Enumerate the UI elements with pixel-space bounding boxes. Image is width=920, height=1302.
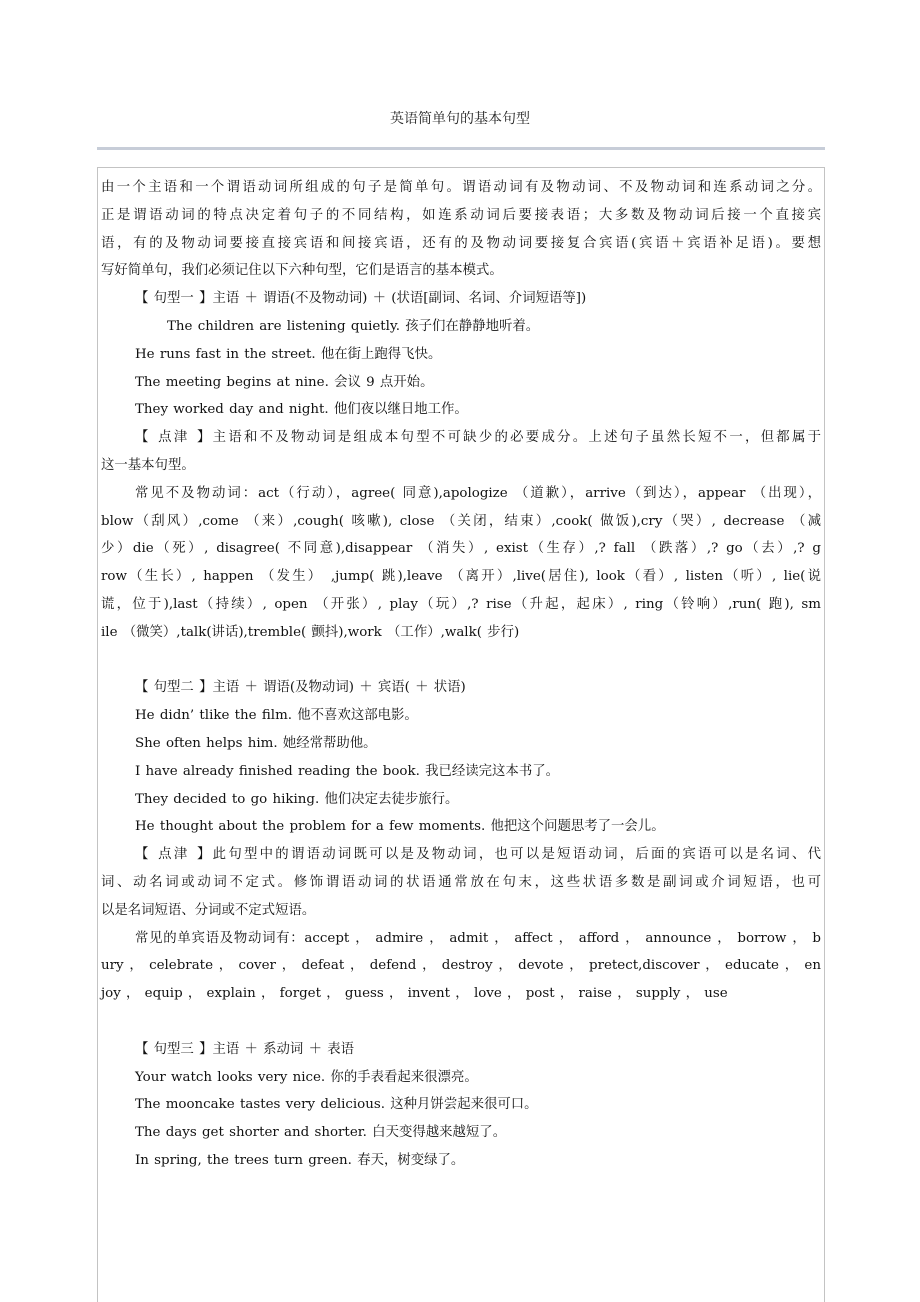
pattern1-note: 【 点津 】主语和不及物动词是组成本句型不可缺少的必要成分。上述句子虽然长短不一，但都属于: [135, 430, 821, 446]
pattern2-common-verbs: 常见的单宾语及物动词有：accept ， admire ， admit ， affect ， afford ， announce ， borrow ， b: [135, 930, 821, 946]
pattern2-note: 【 点津 】此句型中的谓语动词既可以是及物动词，也可以是短语动词，后面的宾语可以是名词、代: [135, 847, 821, 863]
pattern1-common-verbs: ile （微笑）,talk(讲话),tremble( 颤抖),work （工作）,walk( 步行): [101, 624, 520, 640]
pattern1-example: The meeting begins at nine. 会议 9 点开始。: [135, 374, 434, 390]
pattern2-common-verbs: ury ， celebrate ， cover ， defeat ， defend ， destroy ， devote ， pretect,discover ， educate ， en: [101, 958, 821, 974]
intro-line: 正是谓语动词的特点决定着句子的不同结构，如连系动词后要接表语；大多数及物动词后接一个直接宾: [101, 207, 821, 223]
content-box: [97, 167, 825, 1302]
spacer: [101, 1008, 821, 1036]
page-title: 英语简单句的基本句型: [390, 111, 530, 127]
pattern3-example: Your watch looks very nice. 你的手表看起来很漂亮。: [135, 1069, 478, 1085]
pattern2-example: He thought about the problem for a few moments. 他把这个问题思考了一会儿。: [135, 819, 665, 835]
pattern2-example: He didn’ tlike the film. 他不喜欢这部电影。: [135, 708, 418, 724]
pattern3-example: The days get shorter and shorter. 白天变得越来越短了。: [135, 1125, 507, 1141]
pattern1-heading: 【 句型一 】主语 ＋ 谓语(不及物动词) ＋ (状语[副词、名词、介词短语等]): [135, 291, 587, 307]
pattern1-common-verbs: 常见不及物动词：act（行动），agree( 同意),apologize （道歉），arrive（到达），appear （出现），: [135, 485, 821, 501]
pattern1-example: The children are listening quietly. 孩子们在静静地听着。: [167, 318, 540, 334]
intro-line: 写好简单句，我们必须记住以下六种句型，它们是语言的基本模式。: [101, 263, 503, 279]
pattern1-common-verbs: row（生长）, happen （发生） ,jump( 跳),leave （离开）,live(居住), look（看）, listen（听）, lie(说: [101, 569, 821, 585]
pattern2-heading: 【 句型二 】主语 ＋ 谓语(及物动词) ＋ 宾语( ＋ 状语): [135, 680, 466, 696]
pattern2-note: 词、动名词或动词不定式。修饰谓语动词的状语通常放在句末，这些状语多数是副词或介词短语，也可: [101, 874, 821, 890]
intro-line: 由一个主语和一个谓语动词所组成的句子是简单句。谓语动词有及物动词、不及物动词和连系动词之分。: [101, 180, 821, 195]
pattern2-note: 以是名词短语、分词或不定式短语。: [101, 902, 316, 918]
pattern1-example: They worked day and night. 他们夜以继日地工作。: [135, 402, 468, 418]
pattern3-heading: 【 句型三 】主语 ＋ 系动词 ＋ 表语: [135, 1041, 355, 1057]
title-divider: [97, 147, 825, 150]
pattern1-common-verbs: 少）die（死）, disagree( 不同意),disappear （消失）, exist（生存）,? fall （跌落）,? go（去）,? g: [101, 541, 821, 557]
pattern2-example: I have already finished reading the book. 我已经读完这本书了。: [135, 763, 559, 779]
content-body: [98, 168, 824, 1175]
spacer: [101, 647, 821, 675]
pattern1-common-verbs: 谎，位于),last（持续）, open （开张）, play（玩）,? rise（升起，起床）, ring（铃响）,run( 跑), sm: [101, 596, 821, 612]
pattern3-example: In spring, the trees turn green. 春天，树变绿了。: [135, 1152, 465, 1168]
pattern1-common-verbs: blow（刮风）,come （来）,cough( 咳嗽), close （关闭，结束）,cook( 做饭),cry（哭）, decrease （减: [101, 513, 821, 529]
pattern3-example: The mooncake tastes very delicious. 这种月饼尝起来很可口。: [135, 1097, 538, 1113]
pattern1-example: He runs fast in the street. 他在街上跑得飞快。: [135, 346, 442, 362]
intro-line: 语，有的及物动词要接直接宾语和间接宾语，还有的及物动词要接复合宾语(宾语＋宾语补足语)。要想: [101, 235, 821, 251]
pattern2-common-verbs: joy ， equip ， explain ， forget ， guess ， invent ， love ， post ， raise ， supply ， use: [101, 986, 728, 1002]
pattern1-note: 这一基本句型。: [101, 457, 195, 473]
pattern2-example: She often helps him. 她经常帮助他。: [135, 735, 377, 751]
pattern2-example: They decided to go hiking. 他们决定去徒步旅行。: [135, 791, 459, 807]
